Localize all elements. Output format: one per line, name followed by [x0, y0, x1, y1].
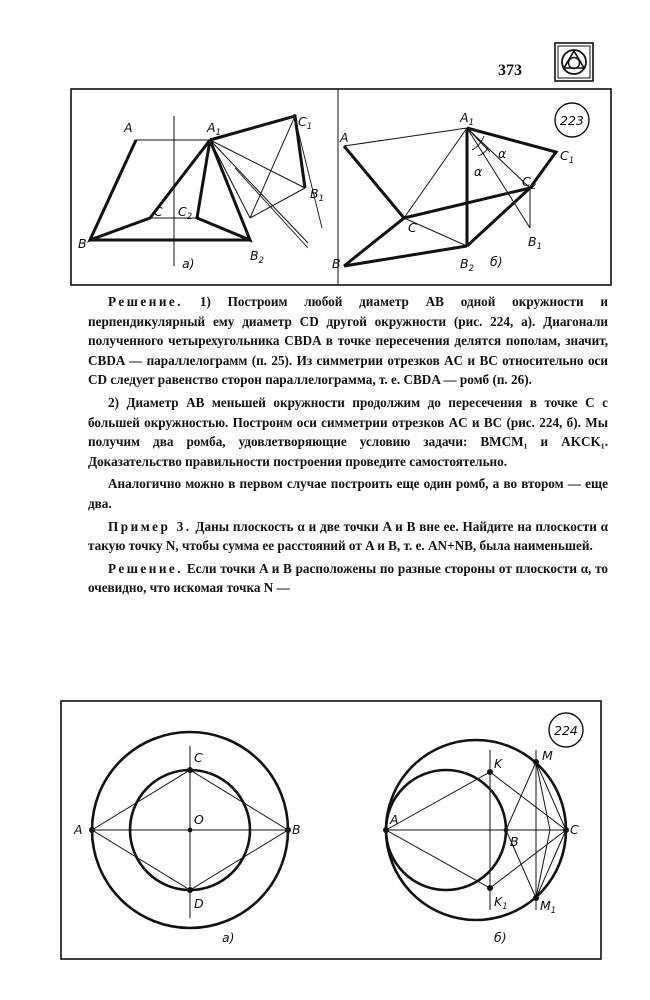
label-alpha-1: α: [498, 146, 507, 161]
p1-lead: Решение.: [108, 294, 184, 309]
body-text: [88, 292, 608, 598]
p4-text: Даны плоскость α и две точки A и B вне ее. Найдите на плоскости α такую точку N, чтобы сумма ее расстояний от A и B, т. е. AN+NB, была наименьшей.: [88, 518, 608, 554]
label-224b-C: C: [570, 822, 579, 837]
label-b-A: A: [340, 130, 349, 145]
label-b-B1: $B_1$: [528, 234, 542, 252]
label-224b-K1: $K_1$: [494, 894, 508, 912]
label-224b-M: M: [542, 748, 553, 763]
label-b-C: C: [408, 220, 417, 235]
chapter-logo-icon: [554, 42, 594, 82]
p4-lead: Пример 3.: [108, 518, 192, 534]
p1-text: 1) Построим любой диаметр AB одной окружности и перпендикулярный ему диаметр CD другой окружности (рис. 224, а). Диагонали полученного четырехугольника CBDA в точке пересечения делятся пополам, значит, CBDA — параллелограмм (п. 25). Из симметрии отрезков AC и BC относительно оси CD следует равенство сторон параллелограмма, т. е. CBDA — ромб (п. 26).: [88, 294, 608, 388]
label-b-B2: $B_2$: [460, 256, 474, 274]
label-224a-O: O: [194, 812, 204, 827]
figure-224: [60, 700, 602, 960]
label-224a-B: B: [292, 822, 301, 837]
label-B2: $B_2$: [250, 248, 264, 266]
label-224a-D: D: [194, 896, 204, 911]
label-224b-M1: $M_1$: [540, 898, 557, 916]
p5-lead: Решение.: [108, 560, 184, 576]
page-number: 373: [498, 62, 522, 79]
label-C2: $C_2$: [178, 204, 193, 222]
figure-224b-drawing: [386, 740, 566, 920]
label-224b-B: B: [510, 834, 519, 849]
label-b-A1: $A_1$: [460, 110, 474, 128]
label-alpha-2: α: [474, 164, 483, 179]
figure-223: [70, 88, 612, 286]
figure-223a-label: а): [182, 256, 195, 271]
p5-text: Если точки A и B расположены по разные стороны от плоскости α, то очевидно, что искомая точка N —: [88, 560, 608, 596]
label-C: C: [154, 204, 163, 219]
label-224b-K: K: [494, 756, 503, 771]
label-A: A: [124, 120, 133, 135]
figure-224-number: 224: [554, 723, 578, 738]
p3-text: Аналогично можно в первом случае построить еще один ромб, а во втором — еще два.: [88, 476, 608, 511]
figure-223b-label: б): [490, 254, 503, 269]
label-b-B: B: [332, 256, 341, 271]
figure-223b-drawing: [344, 128, 556, 266]
figure-224b-label: б): [494, 930, 507, 945]
label-C1: $C_1$: [298, 114, 313, 132]
figure-223-number: 223: [560, 113, 584, 128]
label-B: B: [78, 236, 87, 251]
p2-text: 2) Диаметр AB меньшей окружности продолжим до пересечения в точке C с большей окружностью. Построим оси симметрии отрезков AC и BC (рис. 224, б). Мы получим два ромба, удовлетворяющие условию задачи: BMCM₁ и AKCK₁. Доказательство правильности построения проведите самостоятельно.: [88, 394, 608, 469]
label-A1: $A_1$: [207, 120, 221, 138]
figure-224a-label: а): [222, 930, 235, 945]
label-B1: $B_1$: [310, 186, 324, 204]
label-224b-A: A: [390, 812, 399, 827]
label-224a-A: A: [74, 822, 83, 837]
label-b-C2: $C_2$: [522, 174, 537, 192]
figure-223a-drawing: [90, 114, 322, 266]
label-b-C1: $C_1$: [560, 148, 575, 166]
label-224a-C: C: [194, 750, 203, 765]
